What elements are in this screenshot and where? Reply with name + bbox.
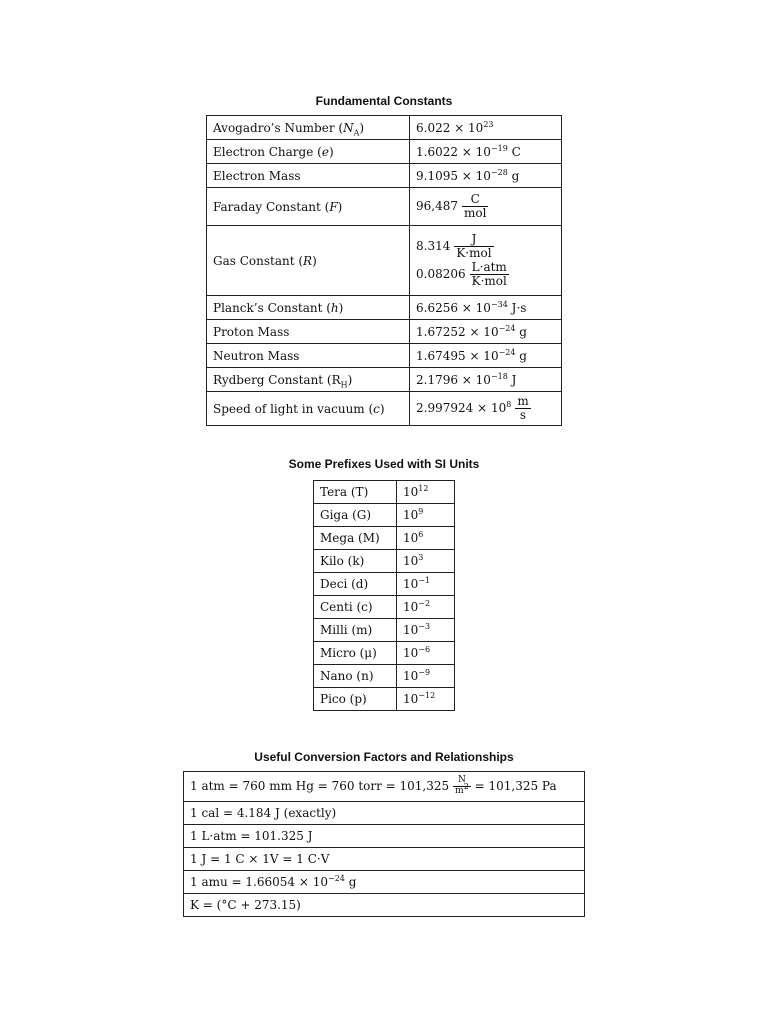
prefix-factor: $10^{-9}$ <box>397 665 455 688</box>
table-row <box>207 320 562 344</box>
table-row <box>184 825 585 848</box>
constant-name: Rydberg Constant $(R_H)$ <box>207 368 410 392</box>
prefixes-table <box>313 480 455 711</box>
table-row <box>314 573 455 596</box>
unit-fraction: $\frac{N}{m^2}$ <box>455 775 469 796</box>
conversion-item: K = (°C + 273.15) <box>184 894 585 917</box>
table-row <box>207 344 562 368</box>
conversion-item: 1 amu = $1.66054 \times 10^{-24}$ g <box>184 871 585 894</box>
table-row <box>207 368 562 392</box>
table-row <box>207 164 562 188</box>
constant-value: $6.6256 \times 10^{-34}$ J·s <box>410 296 562 320</box>
constant-name: Neutron Mass <box>207 344 410 368</box>
table-row <box>314 665 455 688</box>
prefix-name: Nano (n) <box>314 665 397 688</box>
prefix-name: Mega (M) <box>314 527 397 550</box>
constant-name: Electron Charge (e) <box>207 140 410 164</box>
prefix-factor: $10^{-2}$ <box>397 596 455 619</box>
constants-table <box>206 115 562 426</box>
prefix-name: Tera (T) <box>314 481 397 504</box>
prefix-name: Giga (G) <box>314 504 397 527</box>
constant-name: Proton Mass <box>207 320 410 344</box>
prefix-name: Centi (c) <box>314 596 397 619</box>
prefix-factor: $10^{-3}$ <box>397 619 455 642</box>
table-row <box>207 116 562 140</box>
conversions-title: Useful Conversion Factors and Relationships <box>254 750 514 764</box>
constant-name: Electron Mass <box>207 164 410 188</box>
conversion-item: 1 J = 1 C × 1V = 1 C·V <box>184 848 585 871</box>
table-row <box>184 802 585 825</box>
unit-fraction: $\frac{m}{s}$ <box>517 393 529 422</box>
table-row <box>314 596 455 619</box>
table-row <box>207 392 562 426</box>
table-row <box>184 894 585 917</box>
constants-title: Fundamental Constants <box>315 94 453 108</box>
table-row <box>314 619 455 642</box>
table-row <box>314 550 455 573</box>
constant-name: Faraday Constant (F) <box>207 188 410 226</box>
constant-value: 96,487 $\frac{C}{\text{mol}}$ <box>410 188 562 226</box>
constant-name: Avogadro’s Number $(N_A)$ <box>207 116 410 140</box>
prefix-name: Pico (p) <box>314 688 397 711</box>
table-row <box>207 188 562 226</box>
constant-name: Speed of light in vacuum (c) <box>207 392 410 426</box>
unit-fraction: $\frac{\text{L·atm}}{\text{K·mol}}$ <box>471 259 507 288</box>
conversions-table <box>183 771 585 917</box>
constant-value: $9.1095 \times 10^{-28}$ g <box>410 164 562 188</box>
table-row <box>314 642 455 665</box>
table-row <box>184 772 585 802</box>
unit-fraction: $\frac{J}{\text{K·mol}}$ <box>456 232 492 261</box>
unit-fraction: $\frac{C}{\text{mol}}$ <box>464 191 487 220</box>
constant-name: Gas Constant (R) <box>207 226 410 296</box>
prefix-name: Deci (d) <box>314 573 397 596</box>
prefix-factor: $10^{-12}$ <box>397 688 455 711</box>
table-row <box>314 481 455 504</box>
prefixes-title: Some Prefixes Used with SI Units <box>288 457 480 471</box>
prefix-name: Kilo (k) <box>314 550 397 573</box>
table-row <box>314 527 455 550</box>
conversion-item: 1 L·atm = 101.325 J <box>184 825 585 848</box>
constant-value: $1.6022 \times 10^{-19}$ C <box>410 140 562 164</box>
constant-value: $1.67495 \times 10^{-24}$ g <box>410 344 562 368</box>
prefix-name: Milli (m) <box>314 619 397 642</box>
table-row <box>314 504 455 527</box>
conversion-item: 1 cal = 4.184 J (exactly) <box>184 802 585 825</box>
table-row <box>184 848 585 871</box>
table-row <box>314 688 455 711</box>
constant-value: 8.314 $\frac{J}{\text{K·mol}}$ 0.08206 $\frac{\text{L·atm}}{\text{K·mol}}$ <box>410 226 562 296</box>
table-row <box>207 296 562 320</box>
constant-value: $1.67252 \times 10^{-24}$ g <box>410 320 562 344</box>
prefix-factor: $10^{-6}$ <box>397 642 455 665</box>
prefix-factor: $10^9$ <box>397 504 455 527</box>
prefix-factor: $10^3$ <box>397 550 455 573</box>
table-row <box>207 140 562 164</box>
constant-name: Planck’s Constant (h) <box>207 296 410 320</box>
prefix-factor: $10^6$ <box>397 527 455 550</box>
constant-value: $2.1796 \times 10^{-18}$ J <box>410 368 562 392</box>
constant-value: $6.022 \times 10^{23}$ <box>410 116 562 140</box>
prefix-name: Micro (μ) <box>314 642 397 665</box>
prefix-factor: $10^{-1}$ <box>397 573 455 596</box>
table-row <box>207 226 562 296</box>
table-row <box>184 871 585 894</box>
conversion-item: 1 atm = 760 mm Hg = 760 torr = 101,325 $\frac{N}{m^2}$ = 101,325 Pa <box>184 772 585 802</box>
constant-value: $2.997924 \times 10^8$ $\frac{m}{s}$ <box>410 392 562 426</box>
prefix-factor: $10^{12}$ <box>397 481 455 504</box>
